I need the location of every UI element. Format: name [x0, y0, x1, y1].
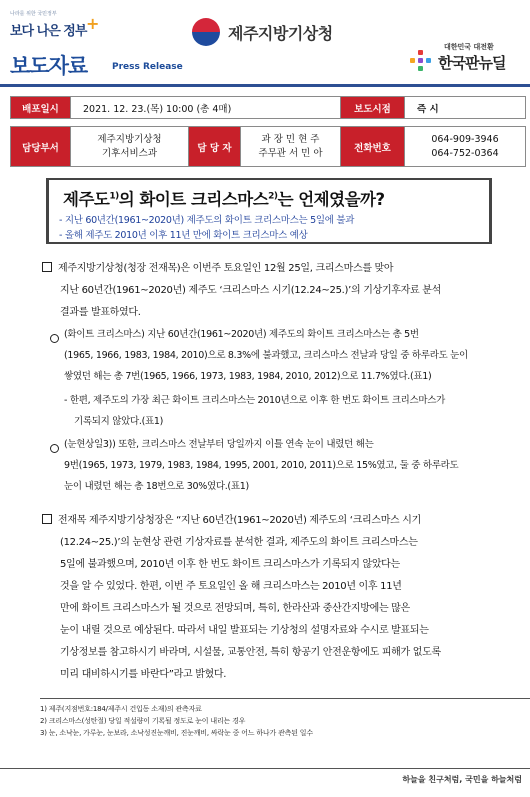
plus-icon: +: [86, 14, 99, 33]
square-bullet-icon: [42, 514, 52, 524]
person-label: 담 당 자: [189, 127, 241, 167]
gov-slogan: 나라를 위한 국민정부: [10, 11, 57, 17]
headline-subtitle-2: - 올해 제주도 2010년 이후 11년 만에 화이트 크리스마스 예상: [59, 230, 308, 241]
government-logo: [10, 10, 99, 46]
body-paragraph-4: (눈현상일3)) 또한, 크리스마스 전날부터 당일까지 이틀 연속 눈이 내렸던 해는 9번(1965, 1973, 1979, 1983, 1984, 1995, 2001, 2010, 2011)으로 15%였고, 둘 중 하루라도 눈이 내렸던 해는 총 18번으로 30%였다.(표1): [64, 439, 459, 492]
circle-bullet-icon: [50, 334, 59, 343]
circle-bullet-icon: [50, 444, 59, 453]
footnote-3: 3) 눈, 소낙눈, 가루눈, 눈보라, 소낙성진눈깨비, 진눈깨비, 싸락눈 중 어느 하나가 관측된 일수: [40, 729, 313, 737]
department-value: 제주지방기상청 기후서비스과: [71, 127, 189, 167]
press-release-subtitle: Press Release: [112, 62, 183, 72]
release-time-value: 2021. 12. 23.(목) 10:00 (총 4매): [71, 97, 341, 119]
agency-logo: [192, 14, 333, 50]
footer-slogan: 하늘을 친구처럼, 국민을 하늘처럼: [402, 775, 522, 784]
release-info-table: [10, 96, 526, 167]
gov-logo-text: 보다 나은 정부 +: [10, 14, 99, 39]
phone-label: 전화번호: [341, 127, 405, 167]
footnote-1: 1) 제주(지점번호:184/제주시 건입동 소재)의 관측자료: [40, 705, 202, 713]
embargo-label: 보도시점: [341, 97, 405, 119]
footer-divider: [0, 768, 530, 769]
korean-new-deal-logo: [404, 40, 524, 80]
body-paragraph-3: - 한편, 제주도의 가장 최근 화이트 크리스마스는 2010년으로 이후 한 번도 화이트 크리스마스가 기록되지 않았다.(표1): [64, 395, 446, 427]
new-deal-name: 한국판뉴딜: [438, 54, 506, 72]
phone-value: 064-909-3946 064-752-0364: [405, 127, 526, 167]
page-header: [0, 0, 530, 90]
body-paragraph-1: 제주지방기상청(청장 전재목)은 이번주 토요일인 12월 25일, 크리스마스를 맞아 지난 60년간(1961~2020년) 제주도 ‘크리스마스 시기(12.24~25.)’의 기상기후자료 분석 결과를 발표하였다.: [42, 258, 522, 324]
footnote-2: 2) 크리스마스(성탄절) 당일 적설량이 기록될 정도로 눈이 내리는 경우: [40, 717, 246, 725]
agency-name: 제주지방기상청: [228, 23, 333, 43]
release-time-label: 배포일시: [11, 97, 71, 119]
headline-subtitle-1: - 지난 60년간(1961~2020년) 제주도의 화이트 크리스마스는 5일에 불과: [59, 215, 355, 226]
press-release-title: 보도자료: [10, 54, 88, 78]
person-value: 과 장 민 현 주 주무관 서 민 아: [241, 127, 341, 167]
new-deal-tagline: 대한민국 대전환: [444, 43, 494, 51]
header-divider: [0, 84, 530, 87]
embargo-value: 즉 시: [405, 97, 526, 119]
headline-box: [46, 178, 492, 244]
department-label: 담당부서: [11, 127, 71, 167]
footnote-divider: [40, 698, 530, 699]
body-paragraph-5: 전재목 제주지방기상청장은 “지난 60년간(1961~2020년) 제주도의 ‘크리스마스 시기 (12.24~25.)’의 눈현상 관련 기상자료를 분석한 결과, 제주도의 화이트 크리스마스는 5일에 불과했으며, 2010년 이후 한 번도 화이트 크리스마스가 기록되지 않았다는 것을 알 수 있었다. 한편, 이번 주 토요일인 올 해 크리스마스는 2010년 이후 11년 만에 화이트 크리스마스가 될 것으로 전망되며, 특히, 한라산과 중산간지방에는 많은 눈이 내릴 것으로 예상된다. 따라서 내일 발표되는 기상청의 설명자료와 수시로 발표되는 기상정보를 참고하시기 바라며, 시설물, 교통안전, 특히 항공기 안전운항에도 피해가 없도록 미리 대비하시기를 바란다”라고 밝혔다.: [42, 510, 526, 686]
square-bullet-icon: [42, 262, 52, 272]
body-paragraph-2: (화이트 크리스마스) 지난 60년간(1961~2020년) 제주도의 화이트 크리스마스는 총 5번 (1965, 1966, 1983, 1984, 2010)으로 8.3%에 불과했고, 크리스마스 전날과 당일 중 하루라도 눈이 쌓였던 해는 총 7번(1965, 1966, 1973, 1983, 1984, 2010, 2012)으로 11.7%였다.(표1): [64, 329, 468, 382]
headline-title: 제주도$^{1)}$의 화이트 크리스마스$^{2)}$는 언제였을까?: [63, 190, 385, 209]
new-deal-mark-icon: [410, 50, 432, 72]
taeguk-emblem-icon: [192, 18, 220, 46]
